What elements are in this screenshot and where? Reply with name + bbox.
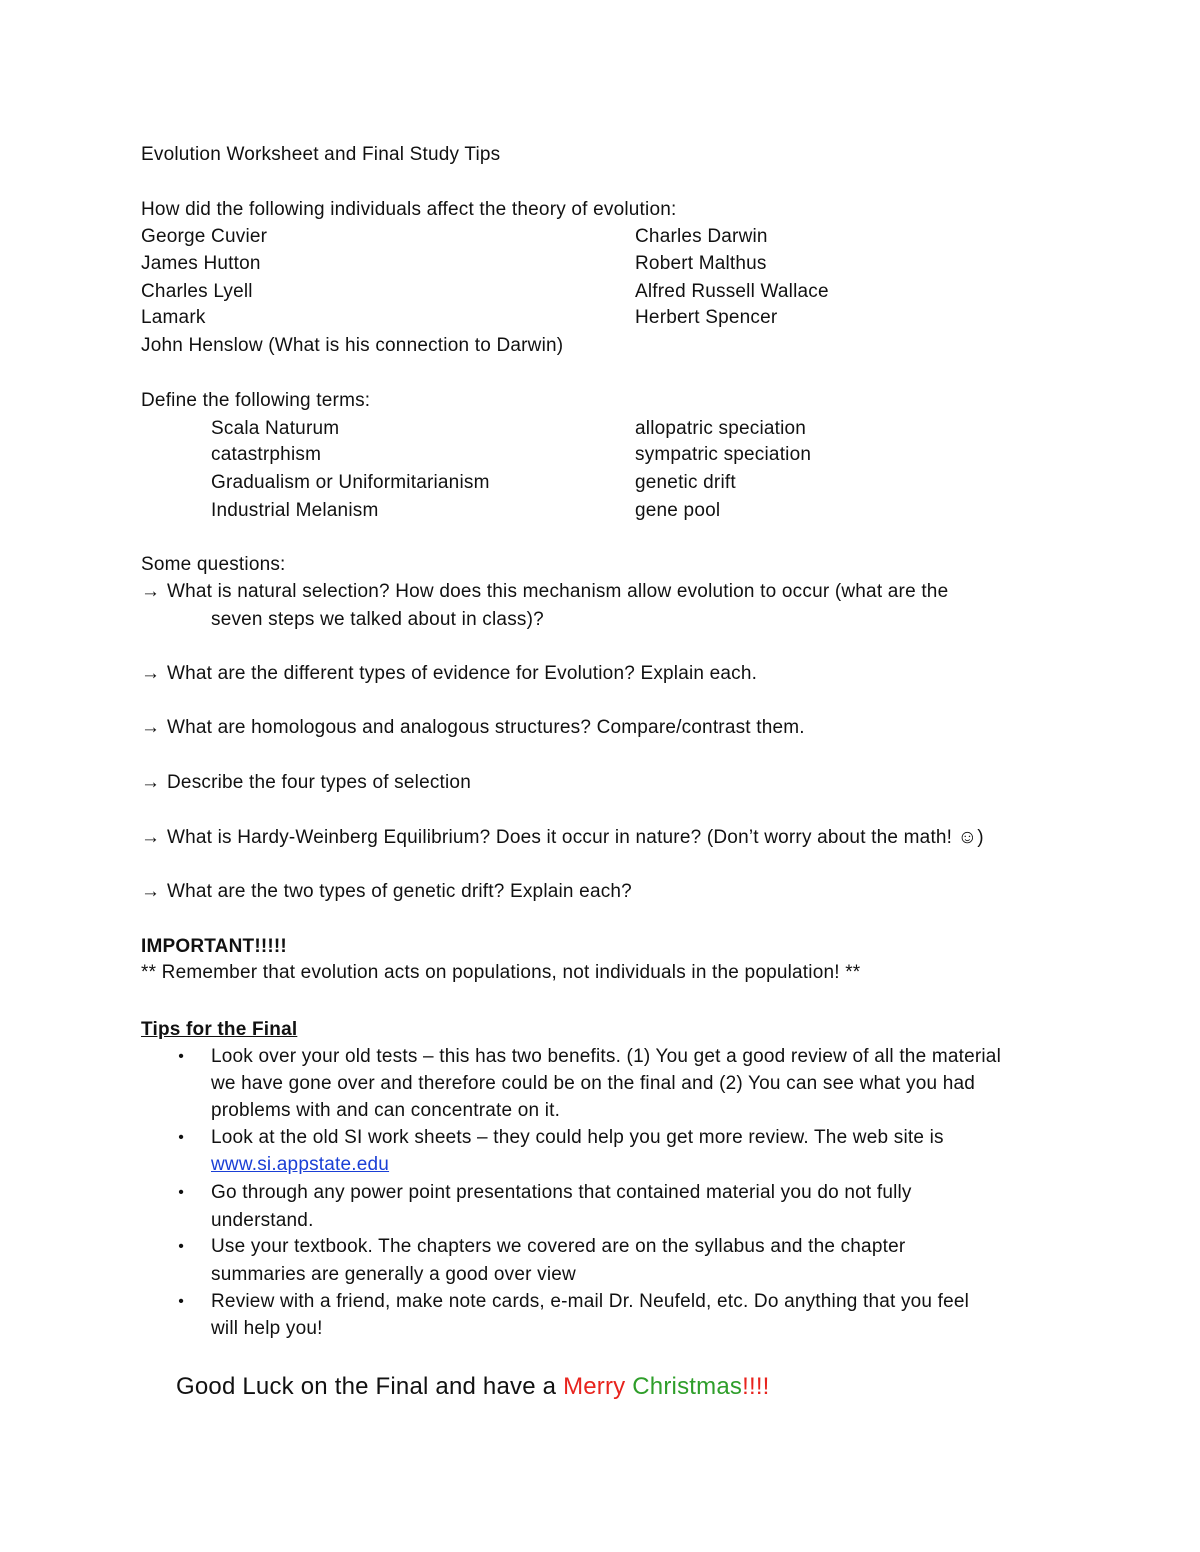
question-5: [141, 826, 984, 850]
term-right-2: sympatric speciation: [635, 444, 812, 465]
individual-left-3: Charles Lyell: [141, 281, 253, 302]
tip-1-line-1: Look over your old tests – this has two benefits. (1) You get a good review of all the material: [211, 1046, 1001, 1067]
term-right-4: gene pool: [635, 500, 721, 521]
tip-1-line-2: we have gone over and therefore could be on the final and (2) You can see what you had: [211, 1073, 976, 1094]
question-6: [141, 880, 632, 904]
question-3: [141, 716, 805, 740]
arrow-icon: →: [141, 881, 161, 902]
term-left-2: catastrphism: [211, 444, 322, 465]
tip-3-line-1: Go through any power point presentations that contained material you do not fully: [211, 1182, 912, 1203]
term-left-3: Gradualism or Uniformitarianism: [211, 472, 490, 493]
arrow-icon: →: [141, 663, 161, 684]
closing-exclaim: !!!!: [742, 1373, 770, 1400]
bullet-icon: •: [178, 1048, 184, 1065]
term-right-3: genetic drift: [635, 472, 736, 493]
term-right-1: allopatric speciation: [635, 418, 807, 439]
individual-left-4: Lamark: [141, 307, 206, 328]
question-text: What are the two types of genetic drift? Explain each?: [167, 881, 632, 902]
tip-3-line-2: understand.: [211, 1210, 314, 1231]
individual-right-2: Robert Malthus: [635, 253, 767, 274]
page-title: Evolution Worksheet and Final Study Tips: [141, 144, 501, 165]
question-4: [141, 771, 471, 795]
closing-prefix: Good Luck on the Final and have a: [176, 1373, 564, 1400]
terms-prompt: Define the following terms:: [141, 390, 371, 411]
important-note: ** Remember that evolution acts on populations, not individuals in the population! **: [141, 962, 861, 983]
tip-5-line-1: Review with a friend, make note cards, e-mail Dr. Neufeld, etc. Do anything that you feel: [211, 1291, 970, 1312]
individual-left-5: John Henslow (What is his connection to Darwin): [141, 335, 564, 356]
closing-merry: Merry: [563, 1373, 626, 1400]
closing-christmas: Christmas: [632, 1373, 743, 1400]
bullet-icon: •: [178, 1129, 184, 1146]
individual-right-1: Charles Darwin: [635, 226, 768, 247]
question-text: What is Hardy-Weinberg Equilibrium? Does it occur in nature? (Don’t worry about the math! ☺): [167, 827, 984, 848]
question-1-continued: seven steps we talked about in class)?: [211, 609, 544, 630]
individual-left-1: George Cuvier: [141, 226, 268, 247]
term-left-4: Industrial Melanism: [211, 500, 379, 521]
individuals-prompt: How did the following individuals affect the theory of evolution:: [141, 199, 677, 220]
tip-4-line-1: Use your textbook. The chapters we covered are on the syllabus and the chapter: [211, 1236, 906, 1257]
bullet-icon: •: [178, 1238, 184, 1255]
closing-message: [176, 1372, 770, 1402]
arrow-icon: →: [141, 827, 161, 848]
question-text: What are homologous and analogous structures? Compare/contrast them.: [167, 717, 805, 738]
tip-5-line-2: will help you!: [211, 1318, 323, 1339]
arrow-icon: →: [141, 581, 161, 602]
term-left-1: Scala Naturum: [211, 418, 340, 439]
bullet-icon: •: [178, 1184, 184, 1201]
important-heading: IMPORTANT!!!!!: [141, 936, 287, 957]
individual-left-2: James Hutton: [141, 253, 261, 274]
tip-2-line-1: Look at the old SI work sheets – they could help you get more review. The web site is: [211, 1127, 944, 1148]
question-text: Describe the four types of selection: [167, 772, 471, 793]
tips-heading: Tips for the Final: [141, 1019, 298, 1040]
arrow-icon: →: [141, 772, 161, 793]
si-website-link[interactable]: www.si.appstate.edu: [211, 1154, 390, 1175]
individual-right-4: Herbert Spencer: [635, 307, 778, 328]
question-2: [141, 662, 757, 686]
question-text: What are the different types of evidence for Evolution? Explain each.: [167, 663, 758, 684]
question-text: What is natural selection? How does this mechanism allow evolution to occur (what are the: [167, 581, 949, 602]
arrow-icon: →: [141, 717, 161, 738]
questions-heading: Some questions:: [141, 554, 286, 575]
bullet-icon: •: [178, 1293, 184, 1310]
question-1: [141, 580, 948, 604]
tip-4-line-2: summaries are generally a good over view: [211, 1264, 576, 1285]
individual-right-3: Alfred Russell Wallace: [635, 281, 829, 302]
tip-1-line-3: problems with and can concentrate on it.: [211, 1100, 561, 1121]
